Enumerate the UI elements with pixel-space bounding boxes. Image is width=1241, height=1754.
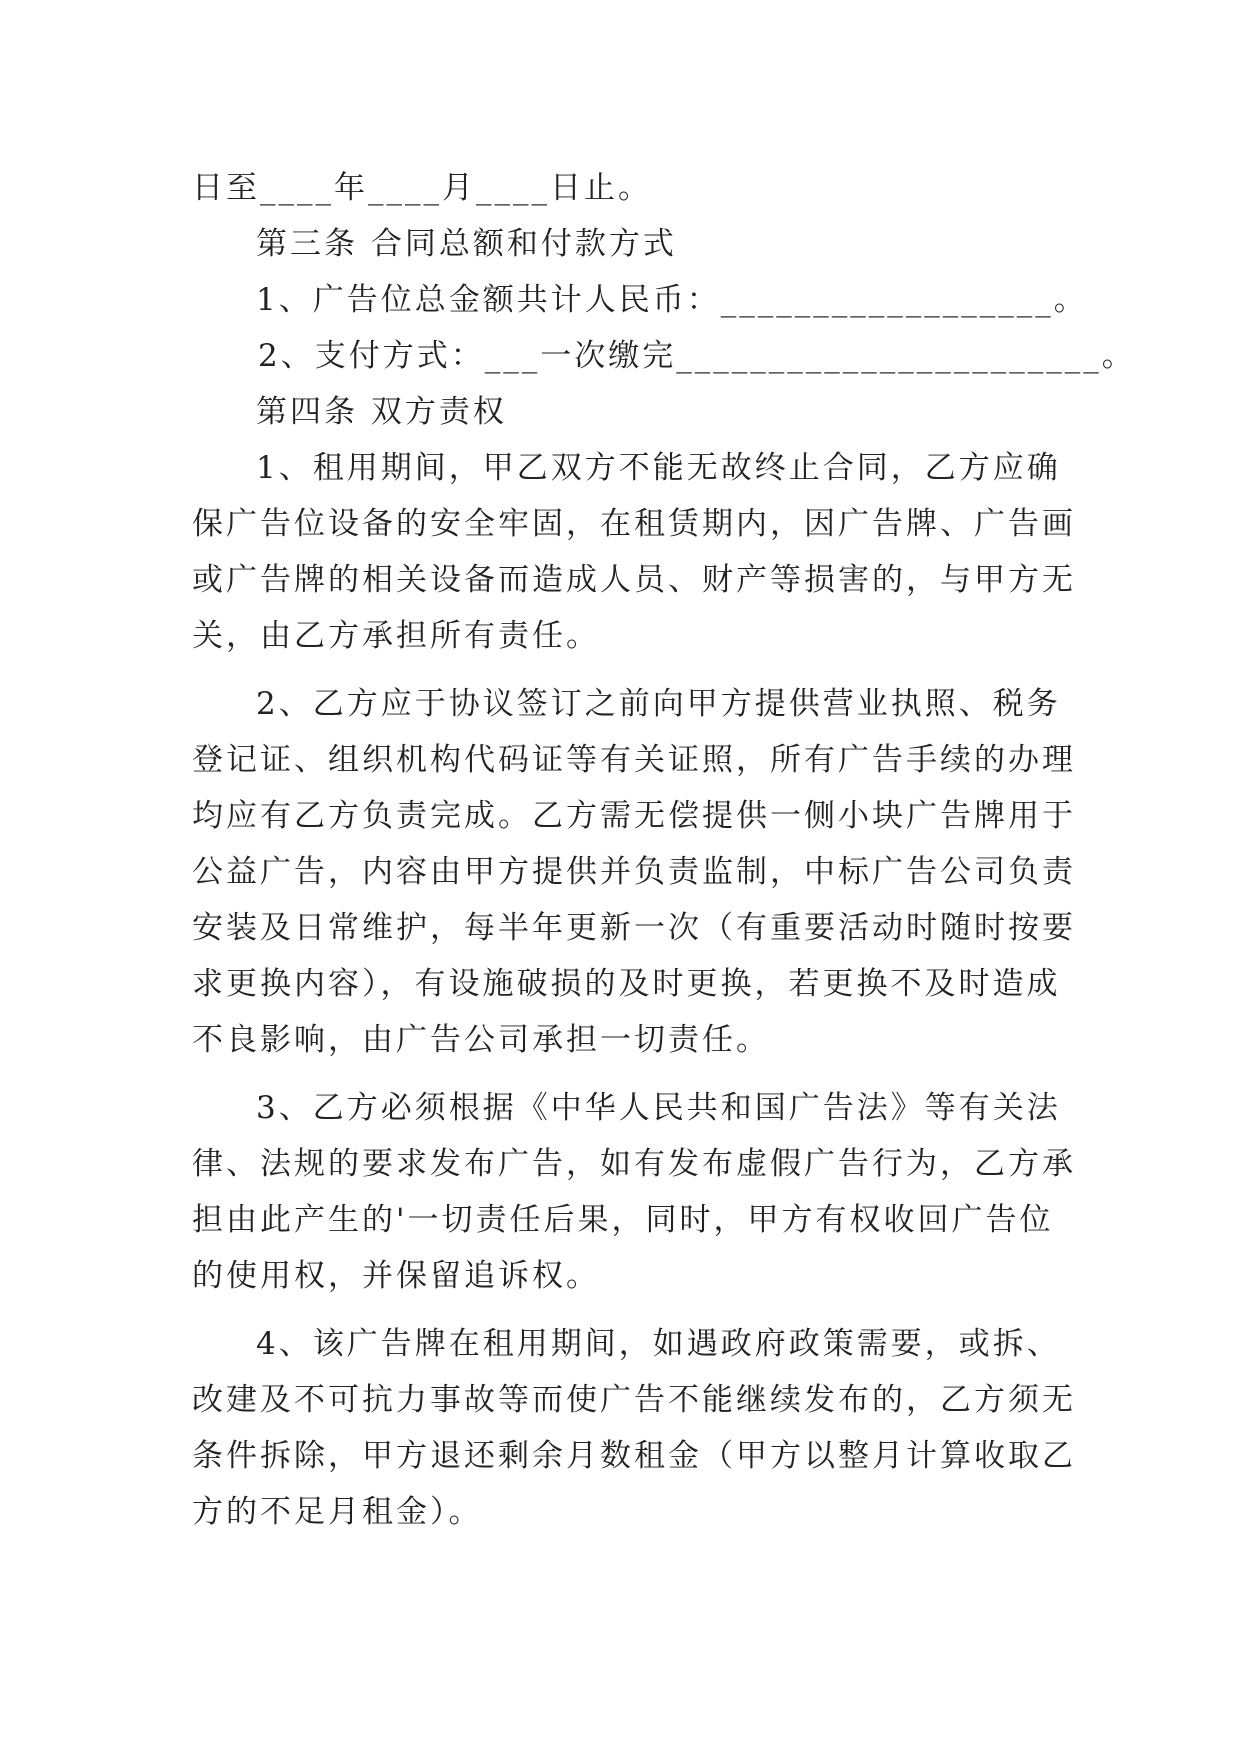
document-body — [192, 160, 1136, 1540]
paragraph-gap — [192, 1304, 1052, 1316]
text-line: 日至____年____月____日止。 — [192, 170, 652, 206]
clause-2-line: 安装及日常维护，每半年更新一次（有重要活动时随时按要 — [192, 910, 1076, 946]
clause-3-line: 担由此产生的'一切责任后果，同时，甲方有权收回广告位 — [192, 1202, 1054, 1238]
clause-2-line: 2、乙方应于协议签订之前向甲方提供营业执照、税务 — [256, 686, 1061, 722]
clause-3-line: 律、法规的要求发布广告，如有发布虚假广告行为，乙方承 — [192, 1146, 1076, 1182]
clause-1-line: 或广告牌的相关设备而造成人员、财产等损害的，与甲方无 — [192, 562, 1076, 598]
clause-1-line: 关，由乙方承担所有责任。 — [192, 618, 600, 654]
section-heading-article-3: 第三条 合同总额和付款方式 — [256, 226, 677, 262]
paragraph-gap — [192, 664, 1052, 676]
clause-1-line: 1、租用期间，甲乙双方不能无故终止合同，乙方应确 — [256, 450, 1061, 486]
section-heading-article-4: 第四条 双方责权 — [256, 394, 507, 430]
clause-4-line: 4、该广告牌在租用期间，如遇政府政策需要，或拆、 — [256, 1326, 1061, 1362]
clause-3-line: 3、乙方必须根据《中华人民共和国广告法》等有关法 — [256, 1090, 1061, 1126]
clause-4-line: 改建及不可抗力事故等而使广告不能继续发布的，乙方须无 — [192, 1382, 1076, 1418]
clause-2-line: 登记证、组织机构代码证等有关证照，所有广告手续的办理 — [192, 742, 1076, 778]
clause-2-line: 公益广告，内容由甲方提供并负责监制，中标广告公司负责 — [192, 854, 1076, 890]
clause-1-line: 保广告位设备的安全牢固，在租赁期内，因广告牌、广告画 — [192, 506, 1076, 542]
paragraph-gap — [192, 1068, 1052, 1080]
clause-total-amount: 1、广告位总金额共计人民币：__________________。 — [256, 282, 1088, 318]
clause-payment-method: 2、支付方式：___一次缴完_______________________。 — [258, 338, 1136, 374]
clause-2-line: 求更换内容），有设施破损的及时更换，若更换不及时造成 — [192, 966, 1061, 1002]
clause-4-line: 条件拆除，甲方退还剩余月数租金（甲方以整月计算收取乙 — [192, 1438, 1076, 1474]
clause-2-line: 不良影响，由广告公司承担一切责任。 — [192, 1022, 770, 1058]
clause-2-line: 均应有乙方负责完成。乙方需无偿提供一侧小块广告牌用于 — [192, 798, 1076, 834]
clause-3-line: 的使用权，并保留追诉权。 — [192, 1258, 600, 1294]
clause-4-line: 方的不足月租金）。 — [192, 1494, 483, 1530]
